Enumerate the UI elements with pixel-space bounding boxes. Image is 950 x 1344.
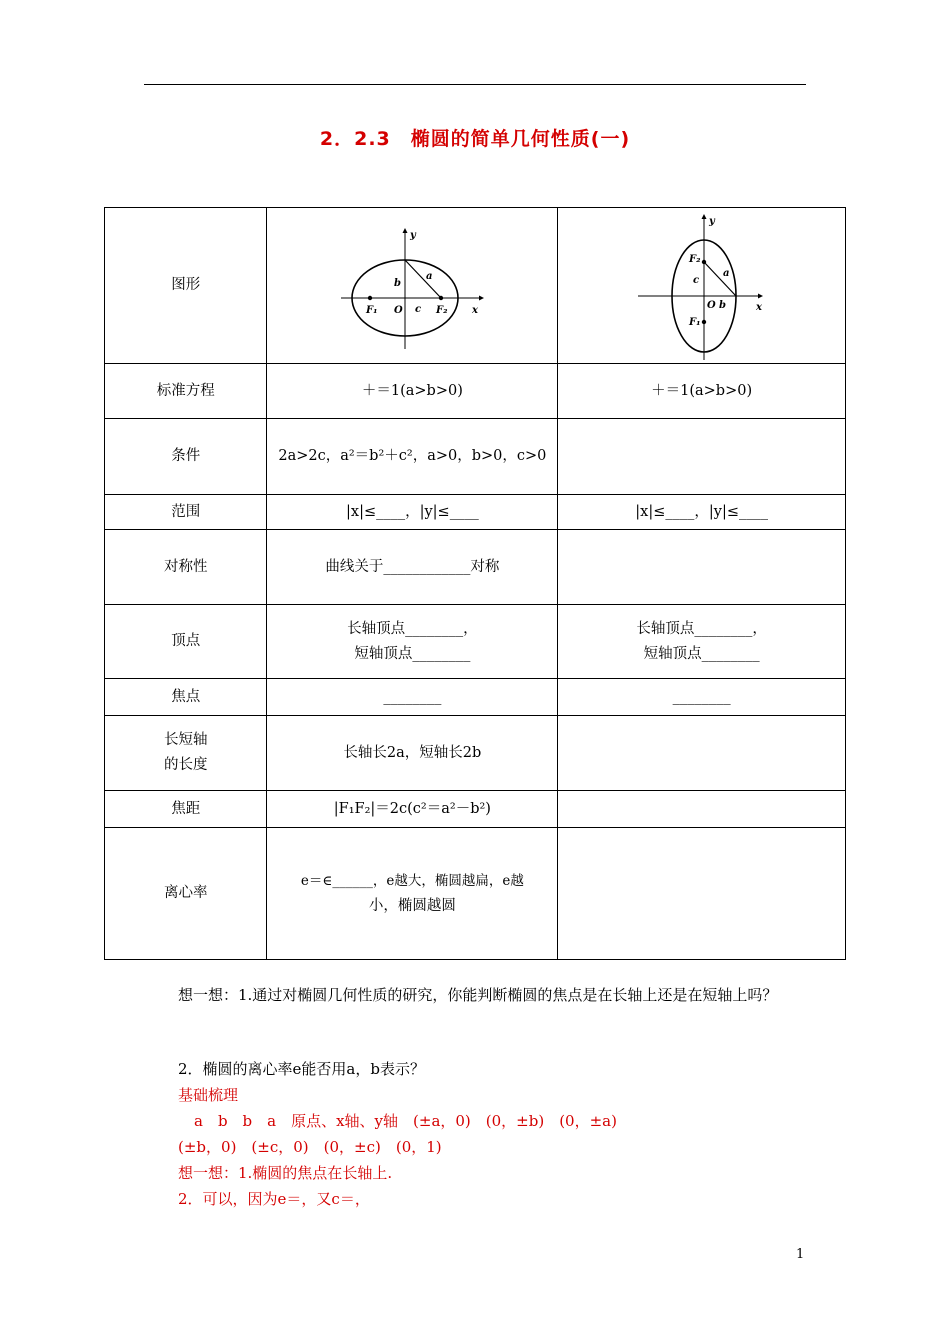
page-title: 2．2.3 椭圆的简单几何性质(一)	[319, 128, 631, 150]
page-number: 1	[796, 1247, 805, 1262]
table-row	[105, 530, 846, 605]
row-label: 对称性	[105, 530, 267, 605]
row-label: 图形	[105, 208, 267, 364]
table-row	[105, 364, 846, 419]
answers-line-3: 想一想：1.椭圆的焦点在长轴上.	[178, 1164, 393, 1182]
think-question-1: 想一想：1.通过对椭圆几何性质的研究，你能判断椭圆的焦点是在长轴上还是在短轴上吗？	[178, 986, 778, 1004]
left-line-1: e＝∈______，e越大，椭圆越扁，e越	[300, 872, 524, 889]
b-label: b	[394, 277, 402, 289]
f2-label: F₂	[688, 253, 701, 265]
row-label-line-1: 长短轴	[163, 732, 208, 748]
right-cell	[558, 791, 846, 828]
table-row	[105, 495, 846, 530]
right-cell: |x|≤____，|y|≤____	[558, 495, 846, 530]
row-label: 条件	[105, 419, 267, 495]
left-cell	[267, 828, 558, 960]
a-label: a	[426, 270, 433, 282]
row-label: 范围	[105, 495, 267, 530]
left-line-2: 短轴顶点________	[354, 645, 471, 662]
right-cell	[558, 530, 846, 605]
ellipse-vertical-figure	[634, 210, 770, 362]
right-cell	[558, 419, 846, 495]
right-cell: ＋＝1(a>b>0)	[558, 364, 846, 419]
a-label: a	[722, 267, 730, 279]
left-cell: ________	[267, 679, 558, 716]
x-axis-label: x	[472, 304, 479, 316]
origin-label: O	[706, 299, 716, 311]
row-label-line-2: 的长度	[163, 757, 208, 773]
left-cell: 长轴长2a，短轴长2b	[267, 716, 558, 791]
answers-line-4: 2．可以，因为e＝，又c＝，	[178, 1190, 370, 1208]
x-axis-label: x	[755, 301, 762, 313]
right-cell	[558, 716, 846, 791]
f2-label: F₂	[436, 304, 448, 316]
table-row	[105, 679, 846, 716]
row-label: 焦点	[105, 679, 267, 716]
y-axis-label: y	[708, 215, 715, 227]
right-line-1: 长轴顶点________，	[636, 620, 767, 637]
answers-line-1: a b b a 原点、x轴、y轴 (±a，0) (0，±b) (0，±a)	[194, 1112, 617, 1130]
f1-label: F₁	[366, 304, 378, 316]
row-label: 标准方程	[105, 364, 267, 419]
table-row	[105, 208, 846, 364]
left-cell: |x|≤____，|y|≤____	[267, 495, 558, 530]
y-axis-label: y	[410, 229, 417, 241]
row-label: 离心率	[105, 828, 267, 960]
f1-label: F₁	[688, 316, 701, 328]
table-row	[105, 605, 846, 679]
ellipse-horizontal-figure	[337, 221, 487, 351]
header-rule	[144, 84, 806, 85]
table-row	[105, 791, 846, 828]
row-label: 焦距	[105, 791, 267, 828]
left-line-2: 小，椭圆越圆	[368, 897, 456, 914]
table-row	[105, 828, 846, 960]
left-cell	[267, 605, 558, 679]
table-row	[105, 716, 846, 791]
c-label: c	[415, 303, 422, 315]
answers-line-2: (±b，0) (±c，0) (0，±c) (0，1)	[178, 1138, 442, 1156]
b-label: b	[718, 299, 726, 311]
origin-label: O	[394, 304, 404, 316]
right-line-2: 短轴顶点________	[643, 645, 760, 662]
answers-heading: 基础梳理	[178, 1086, 239, 1104]
figure-vertical-cell	[558, 208, 846, 364]
right-cell	[558, 605, 846, 679]
right-cell	[558, 828, 846, 960]
left-cell: 2a>2c，a²＝b²＋c²，a>0，b>0，c>0	[267, 419, 558, 495]
left-cell: 曲线关于____________对称	[267, 530, 558, 605]
table-row	[105, 419, 846, 495]
properties-table	[104, 207, 846, 960]
think-question-2: 2．椭圆的离心率e能否用a，b表示？	[178, 1060, 425, 1078]
left-line-1: 长轴顶点________，	[347, 620, 478, 637]
c-label: c	[692, 274, 699, 286]
left-cell: |F₁F₂|＝2c(c²＝a²－b²)	[267, 791, 558, 828]
left-cell: ＋＝1(a>b>0)	[267, 364, 558, 419]
figure-horizontal-cell	[267, 208, 558, 364]
right-cell: ________	[558, 679, 846, 716]
row-label: 顶点	[105, 605, 267, 679]
row-label	[105, 716, 267, 791]
